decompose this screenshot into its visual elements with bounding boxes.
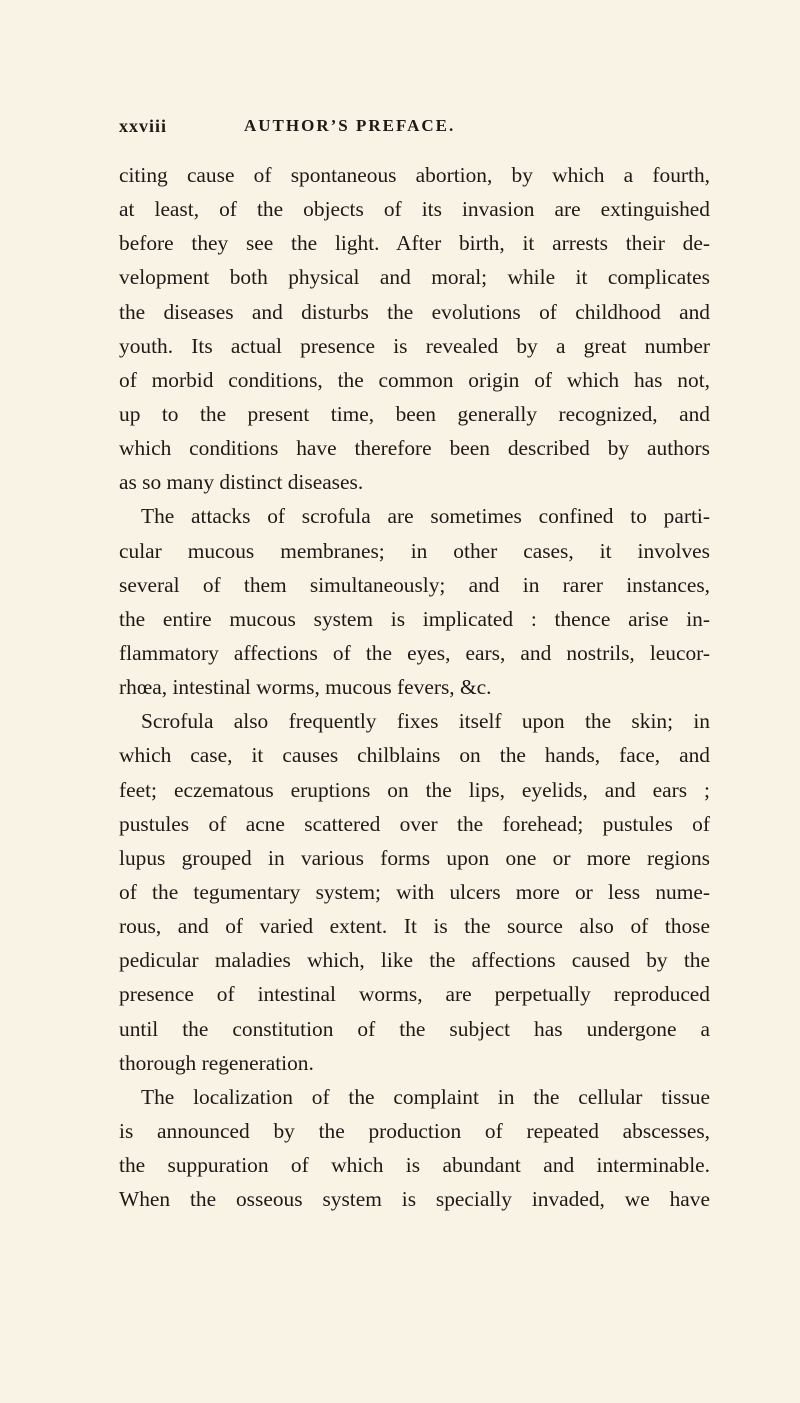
text-line: at least, of the objects of its invasion are extinguished xyxy=(119,197,710,222)
text-line: which conditions have therefore been described by authors xyxy=(119,436,710,461)
text-line: pedicular maladies which, like the affections caused by the xyxy=(119,948,710,973)
text-line: The attacks of scrofula are sometimes confined to parti- xyxy=(141,504,710,529)
text-line: feet; eczematous eruptions on the lips, eyelids, and ears ; xyxy=(119,777,710,802)
text-line: until the constitution of the subject has undergone a xyxy=(119,1016,710,1041)
text-line: up to the present time, been generally recognized, and xyxy=(119,401,710,426)
text-line: pustules of acne scattered over the forehead; pustules of xyxy=(119,811,710,836)
text-line: citing cause of spontaneous abortion, by which a fourth, xyxy=(119,163,710,187)
text-line: of morbid conditions, the common origin of which has not, xyxy=(119,367,710,392)
text-line: velopment both physical and moral; while it complicates xyxy=(119,265,710,290)
text-line: rous, and of varied extent. It is the source also of those xyxy=(119,914,710,939)
text-line: lupus grouped in various forms upon one or more regions xyxy=(119,845,710,870)
text-line: presence of intestinal worms, are perpetually reproduced xyxy=(119,982,710,1007)
text-line: The localization of the complaint in the cellular tissue xyxy=(141,1084,710,1109)
text-line: several of them simultaneously; and in rarer instances, xyxy=(119,572,710,597)
text-line: which case, it causes chilblains on the hands, face, and xyxy=(119,743,710,768)
text-line: of the tegumentary system; with ulcers more or less nume- xyxy=(119,879,710,904)
text-line: the diseases and disturbs the evolutions of childhood and xyxy=(119,299,710,324)
running-head xyxy=(119,116,719,142)
running-title: AUTHOR’S PREFACE. xyxy=(244,116,456,135)
page-number: xxviii xyxy=(119,116,168,136)
text-line: flammatory affections of the eyes, ears, and nostrils, leucor- xyxy=(119,640,710,665)
text-line: the suppuration of which is abundant and interminable. xyxy=(119,1153,710,1178)
text-line: before they see the light. After birth, it arrests their de- xyxy=(119,231,710,256)
text-line: thorough regeneration. xyxy=(119,1050,314,1075)
text-line: Scrofula also frequently fixes itself upon the skin; in xyxy=(141,709,710,734)
text-line: cular mucous membranes; in other cases, it involves xyxy=(119,538,710,563)
text-line: When the osseous system is specially invaded, we have xyxy=(119,1187,710,1212)
text-line: rhœa, intestinal worms, mucous fevers, &c. xyxy=(119,675,492,700)
text-line: is announced by the production of repeated abscesses, xyxy=(119,1118,710,1143)
text-line: the entire mucous system is implicated : thence arise in- xyxy=(119,606,710,631)
text-line: as so many distinct diseases. xyxy=(119,470,364,495)
body-text xyxy=(119,158,710,1216)
text-line: youth. Its actual presence is revealed by a great number xyxy=(119,333,710,358)
